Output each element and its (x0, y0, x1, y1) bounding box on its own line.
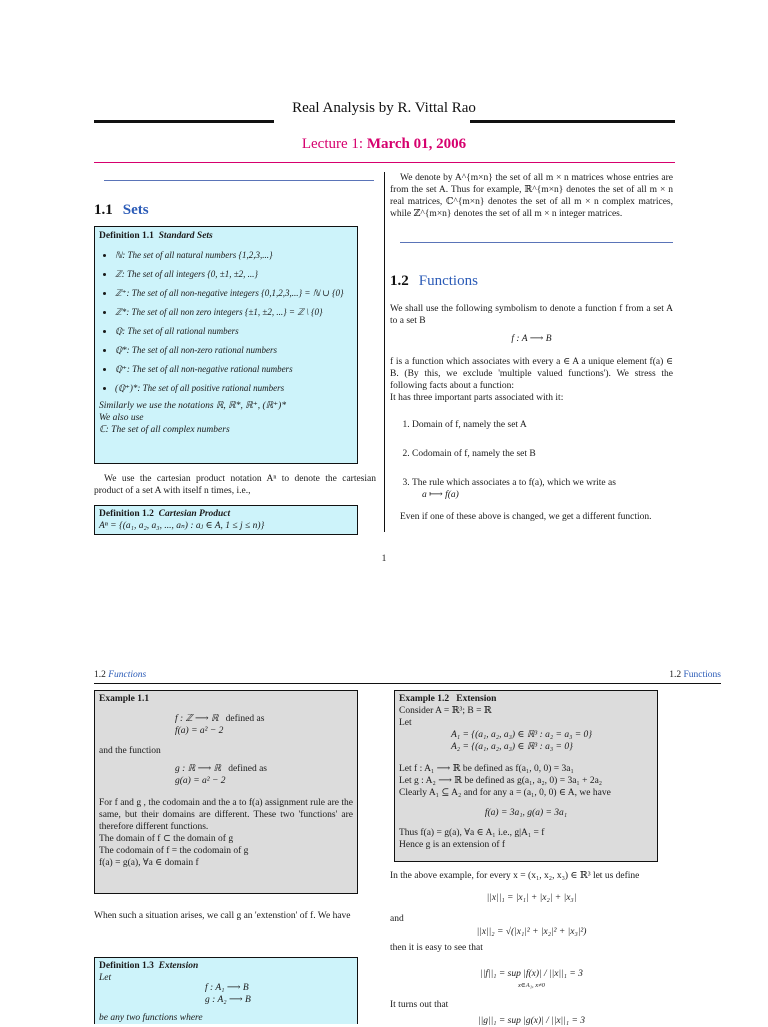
running-header-right (600, 670, 721, 680)
definition-name: Cartesian Product (158, 509, 231, 519)
list-item (412, 477, 673, 501)
definition-head: Definition 1.1 (99, 231, 154, 241)
section-heading-1-1 (94, 202, 149, 219)
list-item: • ℤ*: The set of all non zero integers {±1, ±2, ...} = ℤ \ {0} (115, 303, 353, 322)
let-text: Let (99, 973, 112, 983)
f-def-line: Let f : A₁ ⟶ ℝ be defined as f(a₁, 0, 0) = 3a₁ (399, 764, 574, 774)
function-symbol: f : A ⟶ B (511, 334, 552, 344)
equality-line: f(a) = g(a), ∀a ∈ domain f (99, 858, 199, 868)
running-header-left (94, 670, 146, 680)
lecture-rule (94, 162, 675, 163)
page-number: 1 (381, 554, 387, 564)
g-rule: g(a) = a² − 2 (175, 776, 226, 786)
section-title: Sets (122, 202, 149, 218)
g-def-line: Let g : A₂ ⟶ ℝ be defined as g(a₁, a₂, 0) = 3a₁ + 2a₂ (399, 776, 603, 786)
column-divider (384, 172, 385, 532)
consider-line: Consider A = ℝ³; B = ℝ (399, 706, 492, 716)
domain-line: The domain of f ⊂ the domain of g (99, 834, 234, 844)
example-1-1 (94, 690, 358, 894)
example-body: For f and g , the codomain and the a to f(a) assignment rule are the same, but their domains are different. These two 'functions' are therefore different functions. (99, 798, 353, 832)
header-section-title: Functions (683, 670, 721, 680)
g1-mapping: g : A₂ ⟶ B (205, 995, 251, 1005)
complex-set: ℂ: The set of all complex numbers (99, 425, 230, 435)
codomain-line: The codomain of f = the codomain of g (99, 846, 249, 856)
also-use: We also use (99, 413, 144, 423)
be-any-text: be any two functions where (99, 1013, 203, 1023)
list-item: • ℤ⁺: The set of all non-negative integers {0,1,2,3,...} = ℕ ∪ {0} (115, 284, 353, 303)
list-item: • (ℚ⁺)*: The set of all positive rational numbers (115, 379, 353, 398)
definition-name: Standard Sets (158, 231, 213, 241)
lecture-date: March 01, 2006 (366, 136, 467, 152)
let-line: Let (399, 718, 412, 728)
function-parts-list (390, 419, 673, 501)
section-rule-1-1 (104, 180, 374, 181)
rule-text: The rule which associates a to f(a), which we write as (412, 478, 616, 488)
rule-map: a ⟼ f(a) (422, 490, 459, 500)
matrix-text: We denote by A^{m×n} the set of all m × n matrices whose entries are from the set A. Thus for example, ℝ^{m×n} denotes the set of all m × n real matrices, ℂ^{m×n} denotes the set of all m × n complex matrices, while ℤ^{m×n} denotes the set of all m × n integer matrices. (390, 173, 673, 219)
definition-cartesian-product (94, 505, 358, 535)
example-head: Example 1.1 (99, 694, 150, 704)
then-easy-text: then it is easy to see that (390, 943, 483, 953)
running-title: Real Analysis by R. Vittal Rao (292, 100, 476, 116)
function-intro: We shall use the following symbolism to denote a function f from a set A to a set B (390, 304, 673, 326)
header-section-title: Functions (108, 670, 147, 680)
list-item: • ℚ: The set of all rational numbers (115, 322, 353, 341)
cartesian-formula: Aⁿ = {(a₁, a₂, a₃, ..., aₙ) : aⱼ ∈ A, 1 ≤ j ≤ n)} (99, 521, 265, 531)
example-head: Example 1.2 (399, 694, 450, 704)
hence-line: Hence g is an extension of f (399, 840, 506, 850)
example-name: Extension (456, 694, 497, 704)
list-item: • ℚ⁺: The set of all non-negative rational numbers (115, 360, 353, 379)
list-item: • ℕ: The set of all natural numbers {1,2,3,...} (115, 246, 353, 265)
sup-subscript: x∈A₁, x≠0 (518, 982, 545, 989)
above-example-text: In the above example, for every x = (x₁, x₂, x₃) ∈ ℝ³ let us define (390, 871, 640, 881)
list-item: 2. Codomain of f, namely the set B (412, 448, 673, 460)
clearly-line: Clearly A₁ ⊆ A₂ and for any a = (a₁, 0, 0) ∈ A, we have (399, 788, 611, 798)
example-1-2 (394, 690, 658, 862)
defined-as: defined as (228, 764, 267, 774)
lecture-prefix: Lecture 1: (301, 136, 367, 152)
function-parts-text: It has three important parts associated with it: (390, 393, 564, 403)
f-mapping: f : ℤ ⟶ ℝ (175, 714, 219, 724)
f-rule: f(a) = a² − 2 (175, 726, 224, 736)
extension-text: When such a situation arises, we call g an 'extenstion' of f. We have (94, 911, 351, 921)
lecture-heading (0, 136, 768, 153)
section-rule-1-2 (400, 242, 673, 243)
header-section-number: 1.2 (669, 670, 682, 680)
standard-sets-list (99, 246, 353, 398)
norm-one: ||x||₁ = |x₁| + |x₂| + |x₃| (486, 893, 577, 903)
cartesian-text: We use the cartesian product notation Aⁿ to denote the cartesian product of a set A with itself n times, i.e., (94, 474, 376, 496)
title-rule-right (470, 120, 675, 123)
f-definition (175, 713, 353, 725)
equation-line: f(a) = 3a₁, g(a) = 3a₁ (484, 808, 568, 818)
thus-line: Thus f(a) = g(a), ∀a ∈ A₁ i.e., g|A₁ = f (399, 828, 545, 838)
g-definition (175, 763, 353, 775)
sup-g: ||g||₁ = sup |g(x)| / ||x||₁ = 3 (477, 1016, 585, 1026)
even-if-text: Even if one of these above is changed, we get a different function. (400, 512, 652, 522)
section-title: Functions (418, 273, 478, 289)
header-section-number: 1.2 (94, 670, 106, 680)
definition-head: Definition 1.3 (99, 961, 154, 971)
sup-f: ||f||₁ = sup |f(x)| / ||x||₁ = 3 (480, 969, 583, 979)
header-rule (94, 683, 721, 684)
list-item: • ℚ*: The set of all non-zero rational numbers (115, 341, 353, 360)
set-a1: A₁ = {(a₁, a₂, a₃) ∈ ℝ³ : a₂ = a₃ = 0} (451, 730, 593, 740)
f1-mapping: f : A₁ ⟶ B (205, 983, 249, 993)
list-item: • ℤ: The set of all integers {0, ±1, ±2, ...} (115, 265, 353, 284)
section-number: 1.2 (390, 273, 409, 289)
defined-as: defined as (225, 714, 265, 724)
list-item: 1. Domain of f, namely the set A (412, 419, 673, 431)
section-heading-1-2 (390, 273, 478, 290)
title-rule-left (94, 120, 274, 123)
and-word: and (390, 914, 404, 924)
definition-standard-sets (94, 226, 358, 464)
definition-extension (94, 957, 358, 1024)
and-function: and the function (99, 746, 161, 756)
g-mapping: g : ℝ ⟶ ℝ (175, 764, 222, 774)
turns-out-text: It turns out that (390, 1000, 449, 1010)
norm-two: ||x||₂ = √(|x₁|² + |x₂|² + |x₃|²) (476, 927, 587, 937)
definition-name: Extension (158, 961, 199, 971)
definition-head: Definition 1.2 (99, 509, 154, 519)
similar-notation: Similarly we use the notations ℝ, ℝ*, ℝ⁺, (ℝ⁺)* (99, 401, 287, 411)
set-a2: A₂ = {(a₁, a₂, a₃) ∈ ℝ³ : a₃ = 0} (451, 742, 573, 752)
section-number: 1.1 (94, 202, 113, 218)
function-description: f is a function which associates with every a ∈ A a unique element f(a) ∈ B. (By this, we exclude 'multiple valued functions'). We stress the following facts about a function: (390, 357, 673, 391)
